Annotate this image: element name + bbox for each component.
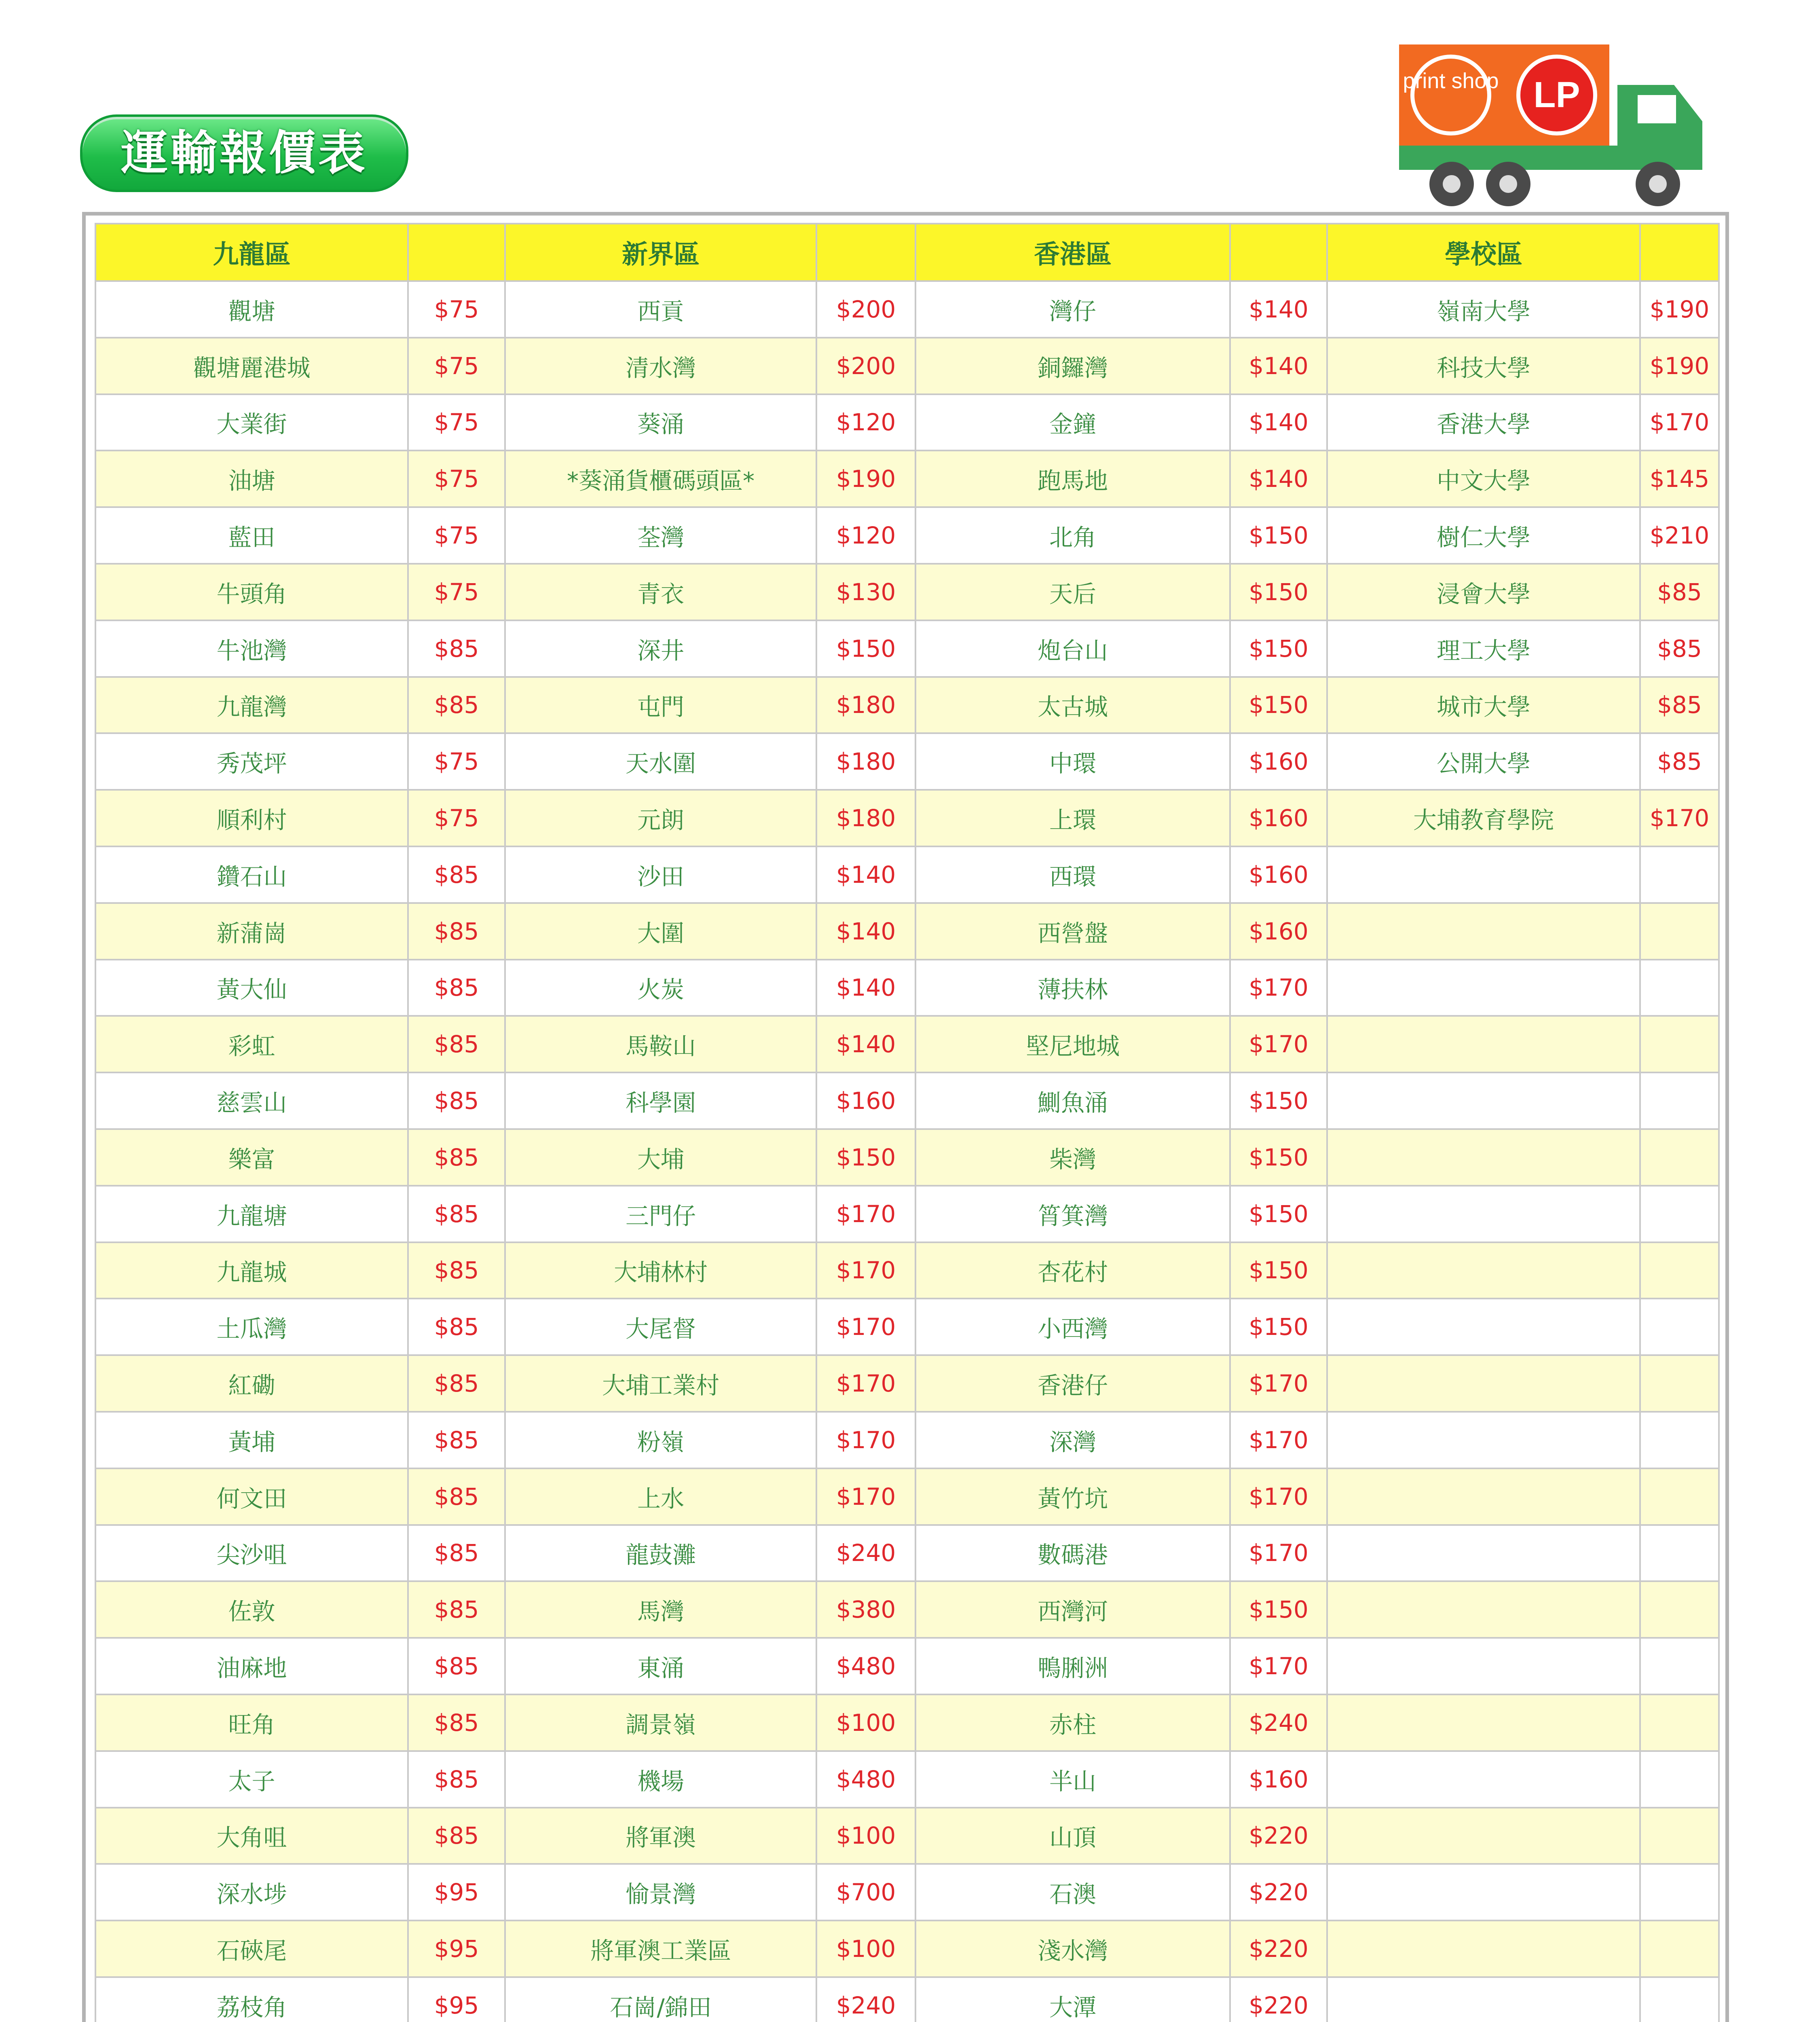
price-cell: $170: [1230, 1412, 1327, 1468]
price-cell: [1640, 1694, 1719, 1751]
area-cell: 油塘: [95, 451, 408, 507]
area-cell: 彩虹: [95, 1016, 408, 1072]
price-cell: $240: [816, 1525, 915, 1582]
area-cell: 東涌: [505, 1638, 816, 1694]
price-cell: $170: [1640, 790, 1719, 846]
price-cell: $240: [816, 1977, 915, 2022]
area-cell: 油麻地: [95, 1638, 408, 1694]
price-cell: $85: [1640, 564, 1719, 620]
delivery-truck-logo: [1391, 40, 1714, 218]
price-cell: $85: [408, 677, 505, 734]
price-cell: $150: [1230, 1299, 1327, 1355]
area-cell: 上水: [505, 1468, 816, 1525]
area-cell: 九龍塘: [95, 1186, 408, 1242]
price-cell: $140: [816, 846, 915, 903]
price-cell: $180: [816, 677, 915, 734]
price-cell: $140: [816, 960, 915, 1016]
area-cell: [1327, 1186, 1640, 1242]
price-cell: $170: [816, 1242, 915, 1299]
area-cell: 西環: [915, 846, 1230, 903]
area-cell: 筲箕灣: [915, 1186, 1230, 1242]
area-cell: 青衣: [505, 564, 816, 620]
area-cell: 旺角: [95, 1694, 408, 1751]
price-cell: $75: [408, 790, 505, 846]
area-cell: 大業街: [95, 394, 408, 451]
price-cell: $210: [1640, 507, 1719, 564]
price-cell: $85: [1640, 733, 1719, 790]
area-cell: 理工大學: [1327, 620, 1640, 677]
table-row: [95, 1920, 1719, 1977]
price-cell: [1640, 1977, 1719, 2022]
price-cell: $75: [408, 338, 505, 394]
area-cell: 大圍: [505, 903, 816, 960]
column-header-price: [1640, 224, 1719, 281]
table-header-row: [95, 224, 1719, 281]
table-row: [95, 960, 1719, 1016]
price-cell: $95: [408, 1977, 505, 2022]
price-cell: $220: [1230, 1920, 1327, 1977]
area-cell: 大埔林村: [505, 1242, 816, 1299]
price-cell: $160: [1230, 846, 1327, 903]
area-cell: [1327, 1977, 1640, 2022]
area-cell: 西貢: [505, 281, 816, 338]
price-cell: $75: [408, 733, 505, 790]
price-cell: $160: [1230, 1751, 1327, 1808]
area-cell: 九龍灣: [95, 677, 408, 734]
area-cell: 調景嶺: [505, 1694, 816, 1751]
price-cell: [1640, 1186, 1719, 1242]
price-cell: $150: [1230, 1242, 1327, 1299]
price-cell: $170: [1640, 394, 1719, 451]
table-row: [95, 1581, 1719, 1638]
price-cell: $170: [1230, 1468, 1327, 1525]
area-cell: 土瓜灣: [95, 1299, 408, 1355]
area-cell: 觀塘麗港城: [95, 338, 408, 394]
area-cell: 樹仁大學: [1327, 507, 1640, 564]
area-cell: 大尾督: [505, 1299, 816, 1355]
table-row: [95, 338, 1719, 394]
area-cell: [1327, 1581, 1640, 1638]
price-cell: $170: [1230, 1525, 1327, 1582]
area-cell: 九龍城: [95, 1242, 408, 1299]
price-cell: [1640, 960, 1719, 1016]
price-cell: $85: [408, 1299, 505, 1355]
area-cell: 淺水灣: [915, 1920, 1230, 1977]
area-cell: [1327, 1694, 1640, 1751]
column-header-kowloon: 九龍區: [95, 224, 408, 281]
price-cell: $150: [1230, 1186, 1327, 1242]
table-row: [95, 1751, 1719, 1808]
column-header-price: [408, 224, 505, 281]
area-cell: 佐敦: [95, 1581, 408, 1638]
area-cell: 西營盤: [915, 903, 1230, 960]
area-cell: 龍鼓灘: [505, 1525, 816, 1582]
price-cell: $85: [408, 1016, 505, 1072]
area-cell: [1327, 1355, 1640, 1412]
table-row: [95, 1638, 1719, 1694]
area-cell: 尖沙咀: [95, 1525, 408, 1582]
print-shop-logo-text: print shop: [1403, 69, 1499, 93]
area-cell: 中環: [915, 733, 1230, 790]
price-cell: $180: [816, 790, 915, 846]
area-cell: 黃埔: [95, 1412, 408, 1468]
area-cell: 牛頭角: [95, 564, 408, 620]
area-cell: [1327, 1072, 1640, 1129]
area-cell: 深水埗: [95, 1864, 408, 1920]
price-cell: $75: [408, 394, 505, 451]
area-cell: 慈雲山: [95, 1072, 408, 1129]
area-cell: 黃大仙: [95, 960, 408, 1016]
area-cell: [1327, 960, 1640, 1016]
table-row: [95, 790, 1719, 846]
price-cell: $140: [1230, 451, 1327, 507]
area-cell: 新蒲崗: [95, 903, 408, 960]
price-cell: $220: [1230, 1808, 1327, 1864]
price-cell: $170: [1230, 1355, 1327, 1412]
area-cell: 將軍澳工業區: [505, 1920, 816, 1977]
price-cell: $170: [816, 1186, 915, 1242]
price-cell: $160: [1230, 733, 1327, 790]
area-cell: 葵涌: [505, 394, 816, 451]
price-cell: $170: [816, 1468, 915, 1525]
table-row: [95, 733, 1719, 790]
table-row: [95, 1864, 1719, 1920]
area-cell: 荔枝角: [95, 1977, 408, 2022]
area-cell: [1327, 1299, 1640, 1355]
table-row: [95, 1525, 1719, 1582]
price-cell: [1640, 1412, 1719, 1468]
table-row: [95, 903, 1719, 960]
price-cell: $150: [1230, 677, 1327, 734]
price-cell: $85: [408, 1129, 505, 1186]
table-row: [95, 451, 1719, 507]
area-cell: [1327, 1468, 1640, 1525]
table-row: [95, 394, 1719, 451]
price-cell: $130: [816, 564, 915, 620]
area-cell: 金鐘: [915, 394, 1230, 451]
area-cell: 天后: [915, 564, 1230, 620]
price-cell: $220: [1230, 1977, 1327, 2022]
area-cell: [1327, 846, 1640, 903]
price-cell: $190: [1640, 281, 1719, 338]
price-cell: $95: [408, 1920, 505, 1977]
price-cell: $85: [1640, 620, 1719, 677]
price-cell: [1640, 1638, 1719, 1694]
price-cell: $150: [1230, 507, 1327, 564]
area-cell: 銅鑼灣: [915, 338, 1230, 394]
price-cell: $85: [408, 1355, 505, 1412]
price-cell: $160: [1230, 790, 1327, 846]
area-cell: 鰂魚涌: [915, 1072, 1230, 1129]
price-cell: $180: [816, 733, 915, 790]
price-cell: $85: [408, 1412, 505, 1468]
area-cell: 石澳: [915, 1864, 1230, 1920]
price-cell: $240: [1230, 1694, 1327, 1751]
table-row: [95, 1808, 1719, 1864]
area-cell: 數碼港: [915, 1525, 1230, 1582]
price-cell: [1640, 1920, 1719, 1977]
price-cell: $150: [1230, 564, 1327, 620]
price-cell: $85: [408, 1525, 505, 1582]
area-cell: 炮台山: [915, 620, 1230, 677]
price-cell: $75: [408, 281, 505, 338]
area-cell: 太子: [95, 1751, 408, 1808]
price-cell: $140: [1230, 338, 1327, 394]
price-cell: [1640, 1581, 1719, 1638]
price-cell: $170: [1230, 1638, 1327, 1694]
table-row: [95, 1977, 1719, 2022]
area-cell: 太古城: [915, 677, 1230, 734]
price-cell: $170: [1230, 960, 1327, 1016]
price-cell: $140: [816, 1016, 915, 1072]
area-cell: 元朗: [505, 790, 816, 846]
area-cell: *葵涌貨櫃碼頭區*: [505, 451, 816, 507]
price-cell: $120: [816, 507, 915, 564]
price-cell: $150: [1230, 1072, 1327, 1129]
price-cell: $85: [408, 1751, 505, 1808]
area-cell: 大埔: [505, 1129, 816, 1186]
area-cell: 三門仔: [505, 1186, 816, 1242]
price-cell: $85: [1640, 677, 1719, 734]
table-row: [95, 507, 1719, 564]
price-cell: $150: [1230, 1129, 1327, 1186]
table-row: [95, 1694, 1719, 1751]
area-cell: [1327, 903, 1640, 960]
area-cell: 大埔教育學院: [1327, 790, 1640, 846]
area-cell: [1327, 1242, 1640, 1299]
area-cell: 浸會大學: [1327, 564, 1640, 620]
price-cell: [1640, 846, 1719, 903]
price-cell: $190: [1640, 338, 1719, 394]
price-cell: $150: [1230, 1581, 1327, 1638]
table-row: [95, 620, 1719, 677]
area-cell: 薄扶林: [915, 960, 1230, 1016]
area-cell: 城市大學: [1327, 677, 1640, 734]
price-cell: $85: [408, 1242, 505, 1299]
column-header-new-territories: 新界區: [505, 224, 816, 281]
price-cell: $85: [408, 1581, 505, 1638]
price-cell: [1640, 903, 1719, 960]
area-cell: 深灣: [915, 1412, 1230, 1468]
area-cell: 香港仔: [915, 1355, 1230, 1412]
area-cell: 樂富: [95, 1129, 408, 1186]
table-row: [95, 846, 1719, 903]
area-cell: 科學園: [505, 1072, 816, 1129]
table-row: [95, 1016, 1719, 1072]
table-row: [95, 564, 1719, 620]
rates-title-banner: 運輸報價表: [80, 114, 408, 192]
area-cell: 石崗/錦田: [505, 1977, 816, 2022]
area-cell: [1327, 1525, 1640, 1582]
table-row: [95, 281, 1719, 338]
table-row: [95, 1129, 1719, 1186]
area-cell: 深井: [505, 620, 816, 677]
price-cell: [1640, 1525, 1719, 1582]
area-cell: 大潭: [915, 1977, 1230, 2022]
area-cell: 赤柱: [915, 1694, 1230, 1751]
price-cell: $190: [816, 451, 915, 507]
area-cell: 杏花村: [915, 1242, 1230, 1299]
price-cell: [1640, 1016, 1719, 1072]
price-cell: $120: [816, 394, 915, 451]
lp-logo-text: LP: [1533, 75, 1580, 115]
column-header-price: [1230, 224, 1327, 281]
price-cell: $145: [1640, 451, 1719, 507]
area-cell: 科技大學: [1327, 338, 1640, 394]
price-cell: $85: [408, 1186, 505, 1242]
price-cell: [1640, 1072, 1719, 1129]
area-cell: 清水灣: [505, 338, 816, 394]
price-cell: [1640, 1242, 1719, 1299]
area-cell: 西灣河: [915, 1581, 1230, 1638]
table-row: [95, 1186, 1719, 1242]
price-cell: $100: [816, 1808, 915, 1864]
column-header-schools: 學校區: [1327, 224, 1640, 281]
price-cell: [1640, 1355, 1719, 1412]
price-cell: $150: [816, 620, 915, 677]
area-cell: 沙田: [505, 846, 816, 903]
price-cell: $160: [1230, 903, 1327, 960]
price-cell: [1640, 1468, 1719, 1525]
price-cell: $95: [408, 1864, 505, 1920]
area-cell: 牛池灣: [95, 620, 408, 677]
area-cell: 石硤尾: [95, 1920, 408, 1977]
price-cell: $85: [408, 1468, 505, 1525]
price-cell: $480: [816, 1638, 915, 1694]
price-cell: [1640, 1299, 1719, 1355]
price-cell: $170: [816, 1355, 915, 1412]
area-cell: [1327, 1808, 1640, 1864]
area-cell: 半山: [915, 1751, 1230, 1808]
column-header-price: [816, 224, 915, 281]
table-row: [95, 1072, 1719, 1129]
price-cell: $150: [816, 1129, 915, 1186]
area-cell: 鑽石山: [95, 846, 408, 903]
price-cell: [1640, 1808, 1719, 1864]
area-cell: 紅磡: [95, 1355, 408, 1412]
price-cell: $700: [816, 1864, 915, 1920]
area-cell: 馬鞍山: [505, 1016, 816, 1072]
table-row: [95, 1468, 1719, 1525]
price-cell: $160: [816, 1072, 915, 1129]
price-cell: $75: [408, 564, 505, 620]
area-cell: 馬灣: [505, 1581, 816, 1638]
price-cell: $85: [408, 1638, 505, 1694]
area-cell: [1327, 1016, 1640, 1072]
price-cell: $200: [816, 338, 915, 394]
area-cell: [1327, 1129, 1640, 1186]
price-cell: $170: [816, 1412, 915, 1468]
price-cell: $100: [816, 1920, 915, 1977]
column-header-hong-kong-island: 香港區: [915, 224, 1230, 281]
price-cell: $85: [408, 1808, 505, 1864]
area-cell: 粉嶺: [505, 1412, 816, 1468]
price-cell: $220: [1230, 1864, 1327, 1920]
price-cell: $480: [816, 1751, 915, 1808]
area-cell: 秀茂坪: [95, 733, 408, 790]
price-cell: $140: [1230, 394, 1327, 451]
price-cell: $85: [408, 1694, 505, 1751]
area-cell: 中文大學: [1327, 451, 1640, 507]
price-cell: $200: [816, 281, 915, 338]
area-cell: [1327, 1920, 1640, 1977]
area-cell: [1327, 1638, 1640, 1694]
area-cell: 北角: [915, 507, 1230, 564]
table-row: [95, 1299, 1719, 1355]
area-cell: 何文田: [95, 1468, 408, 1525]
price-cell: $85: [408, 846, 505, 903]
price-cell: $100: [816, 1694, 915, 1751]
table-row: [95, 1412, 1719, 1468]
area-cell: 火炭: [505, 960, 816, 1016]
price-cell: $150: [1230, 620, 1327, 677]
area-cell: [1327, 1864, 1640, 1920]
price-cell: $140: [816, 903, 915, 960]
rates-table: [95, 223, 1720, 2022]
area-cell: 小西灣: [915, 1299, 1230, 1355]
area-cell: 機場: [505, 1751, 816, 1808]
area-cell: 愉景灣: [505, 1864, 816, 1920]
area-cell: 柴灣: [915, 1129, 1230, 1186]
price-cell: $170: [816, 1299, 915, 1355]
area-cell: 香港大學: [1327, 394, 1640, 451]
price-cell: $85: [408, 903, 505, 960]
area-cell: 天水圍: [505, 733, 816, 790]
area-cell: 跑馬地: [915, 451, 1230, 507]
area-cell: 公開大學: [1327, 733, 1640, 790]
price-cell: $380: [816, 1581, 915, 1638]
table-row: [95, 677, 1719, 734]
area-cell: 藍田: [95, 507, 408, 564]
price-cell: $75: [408, 507, 505, 564]
price-cell: [1640, 1129, 1719, 1186]
area-cell: 大角咀: [95, 1808, 408, 1864]
price-cell: [1640, 1864, 1719, 1920]
area-cell: [1327, 1412, 1640, 1468]
area-cell: 荃灣: [505, 507, 816, 564]
price-cell: [1640, 1751, 1719, 1808]
area-cell: 將軍澳: [505, 1808, 816, 1864]
area-cell: 觀塘: [95, 281, 408, 338]
area-cell: 順利村: [95, 790, 408, 846]
area-cell: [1327, 1751, 1640, 1808]
price-cell: $75: [408, 451, 505, 507]
area-cell: 鴨脷洲: [915, 1638, 1230, 1694]
price-cell: $85: [408, 620, 505, 677]
price-cell: $140: [1230, 281, 1327, 338]
area-cell: 上環: [915, 790, 1230, 846]
price-cell: $85: [408, 1072, 505, 1129]
area-cell: 嶺南大學: [1327, 281, 1640, 338]
area-cell: 山頂: [915, 1808, 1230, 1864]
price-cell: $170: [1230, 1016, 1327, 1072]
table-row: [95, 1242, 1719, 1299]
area-cell: 堅尼地城: [915, 1016, 1230, 1072]
area-cell: 灣仔: [915, 281, 1230, 338]
table-row: [95, 1355, 1719, 1412]
area-cell: 屯門: [505, 677, 816, 734]
area-cell: 大埔工業村: [505, 1355, 816, 1412]
price-cell: $85: [408, 960, 505, 1016]
area-cell: 黃竹坑: [915, 1468, 1230, 1525]
